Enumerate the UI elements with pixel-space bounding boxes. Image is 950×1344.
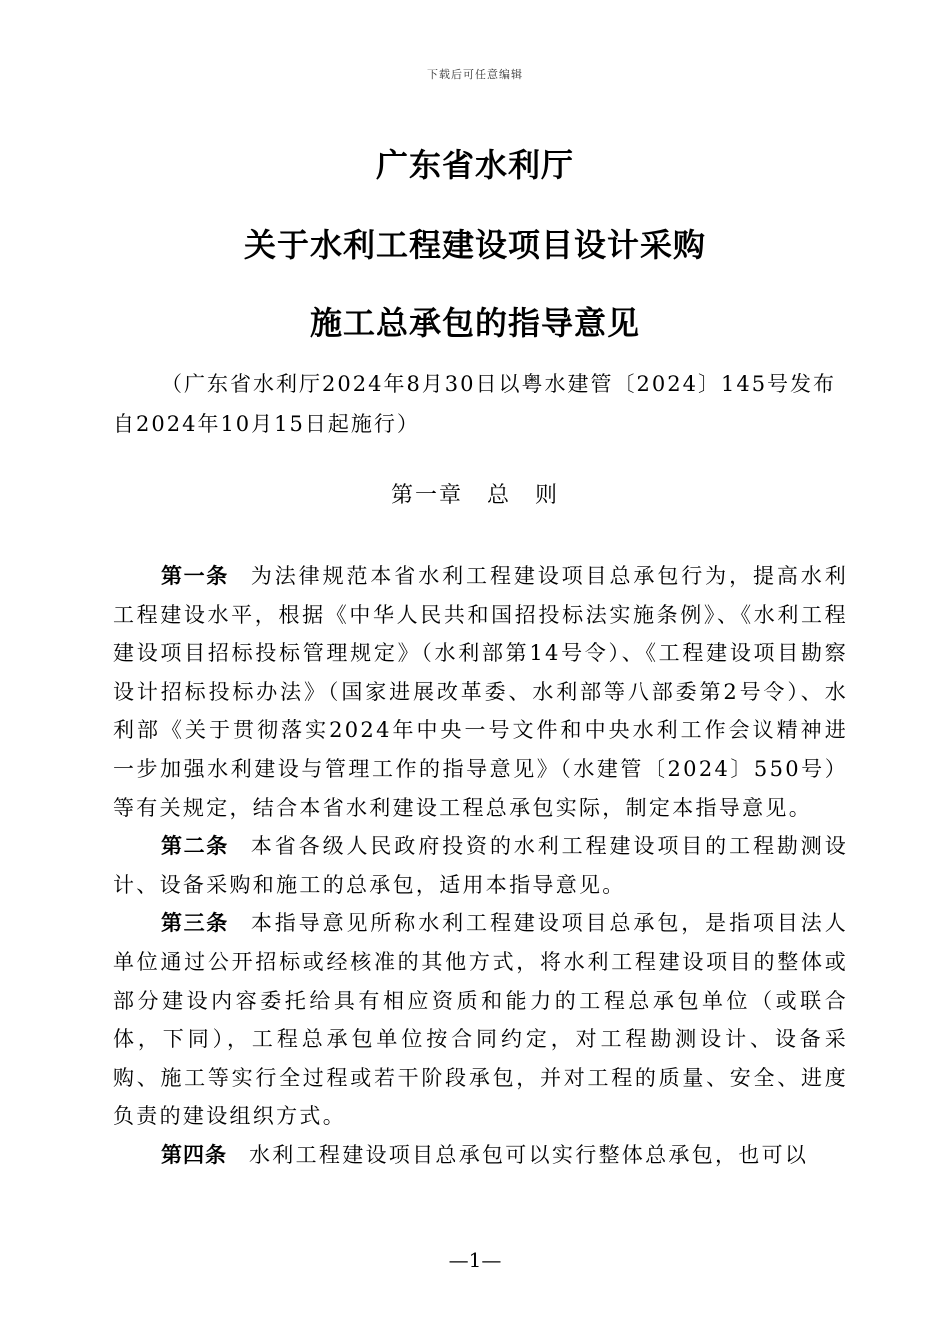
article-3: [113, 904, 848, 1136]
page-number: —1—: [448, 1248, 502, 1272]
article-label: 第一条: [161, 564, 229, 588]
article-2: [113, 827, 848, 904]
chapter-heading: 第一章 总 则: [390, 483, 559, 508]
article-label: 第二条: [161, 834, 229, 859]
title-line-3: 施工总承包的指导意见: [309, 304, 640, 342]
article-label: 第三条: [161, 911, 229, 936]
article-text: 本省各级人民政府投资的水利工程建设项目的工程勘测设计、设备采购和施工的总承包，适用本指导意见。: [113, 834, 849, 897]
article-text: 为法律规范本省水利工程建设项目总承包行为，提高水利工程建设水平，根据《中华人民共和国招投标法实施条例》、《水利工程建设项目招标投标管理规定》（水利部第14号令）、《工程建设项目勘察设计招标投标办法》（国家进展改革委、水利部等八部委第2号令）、水利部《关于贯彻落实2024年中央一号文件和中央水利工作会议精神进一步加强水利建设与管理工作的指导意见》（水建管〔2024〕550号）等有关规定，结合本省水利建设工程总承包实际，制定本指导意见。: [113, 564, 849, 820]
download-note: 下载后可任意编辑: [427, 68, 523, 81]
article-label: 第四条: [161, 1142, 227, 1167]
document-body: [113, 557, 848, 1175]
article-1: [113, 557, 848, 827]
article-4: [113, 1136, 848, 1175]
article-text: 水利工程建设项目总承包可以实行整体总承包，也可以: [249, 1142, 809, 1167]
title-line-2: 关于水利工程建设项目设计采购: [243, 226, 706, 264]
publication-info: （广东省水利厅2024年8月30日以粤水建管〔2024〕145号发布 自2024年10月15日起施行）: [113, 372, 860, 436]
article-text: 本指导意见所称水利工程建设项目总承包，是指项目法人单位通过公开招标或经核准的其他方式，将水利工程建设项目的整体或部分建设内容委托给具有相应资质和能力的工程总承包单位（或联合体，下同），工程总承包单位按合同约定，对工程勘测设计、设备采购、施工等实行全过程或若干阶段承包，并对工程的质量、安全、进度负责的建设组织方式。: [113, 911, 849, 1129]
title-line-1: 广东省水利厅: [375, 146, 574, 184]
